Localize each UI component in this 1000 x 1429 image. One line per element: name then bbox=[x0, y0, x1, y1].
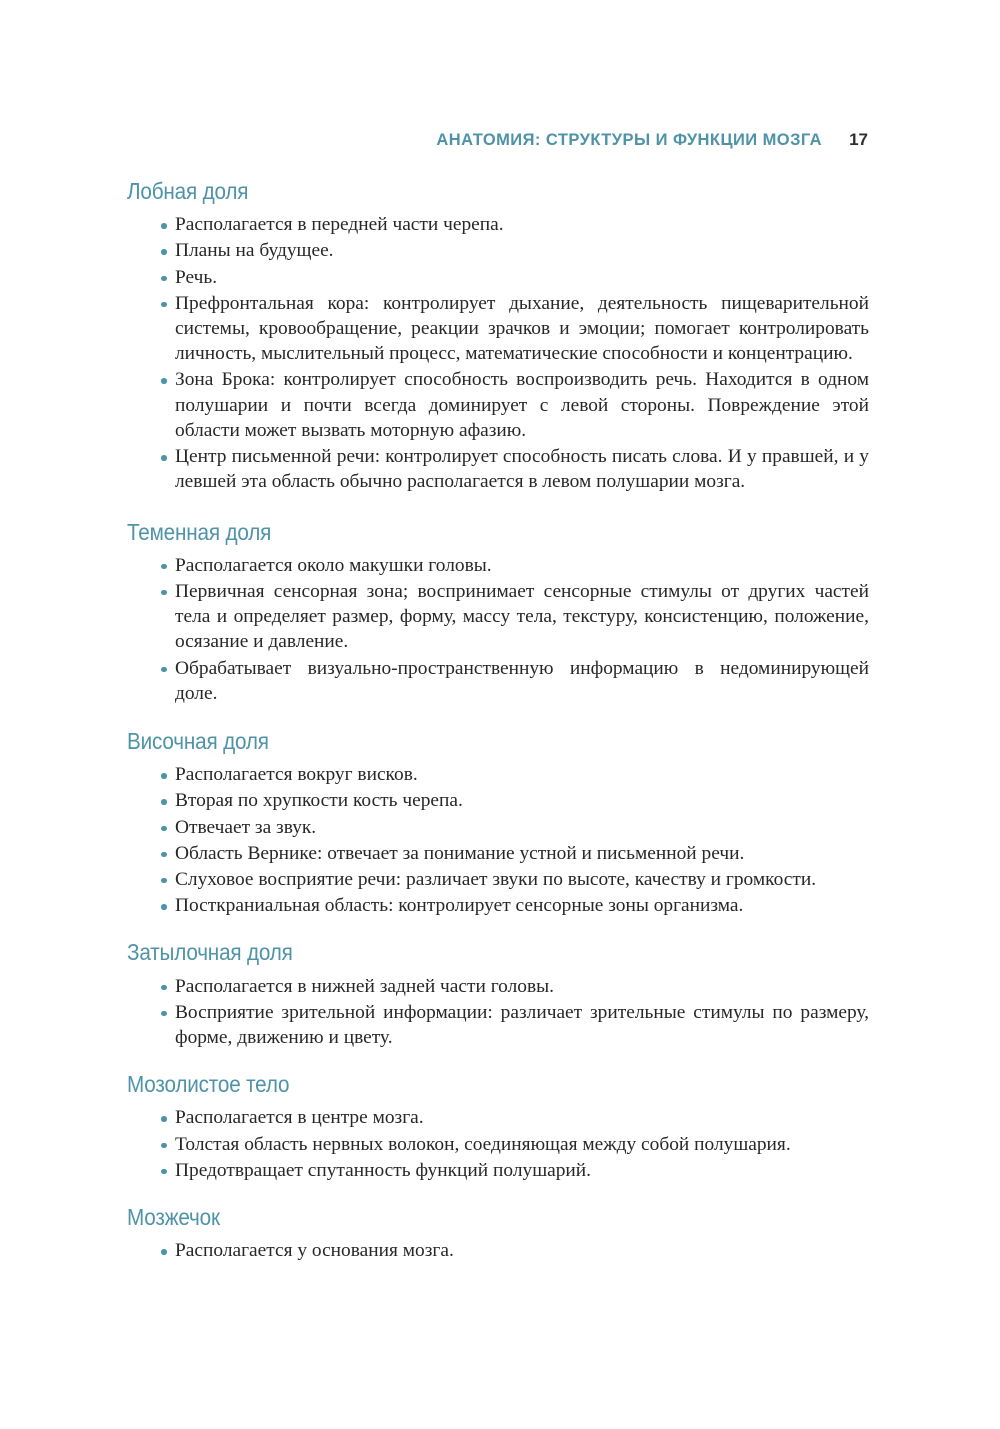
list-item: Зона Брока: контролирует способность воспроизводить речь. Находится в одном полушарии и почти всегда доминирует с левой стороны. Повреждение этой области может вызвать моторную афазию. bbox=[161, 367, 869, 443]
bullet-list bbox=[127, 1238, 869, 1263]
section-heading: Теменная доля bbox=[127, 518, 272, 545]
list-item: Предотвращает спутанность функций полушарий. bbox=[161, 1158, 869, 1183]
list-item: Слуховое восприятие речи: различает звуки по высоте, качеству и громкости. bbox=[161, 867, 869, 892]
section-heading: Лобная доля bbox=[127, 178, 249, 204]
list-item: Восприятие зрительной информации: различает зрительные стимулы по размеру, форме, движению и цвету. bbox=[161, 1000, 869, 1050]
section-heading: Мозолистое тело bbox=[127, 1071, 290, 1098]
section-occipital-lobe bbox=[127, 939, 869, 1050]
bullet-list bbox=[127, 553, 869, 706]
section-heading: Мозжечок bbox=[127, 1203, 220, 1230]
running-header bbox=[132, 130, 868, 150]
section-heading: Височная доля bbox=[127, 727, 269, 754]
list-item: Посткраниальная область: контролирует сенсорные зоны организма. bbox=[161, 893, 869, 918]
bullet-list bbox=[127, 1105, 869, 1183]
section-temporal-lobe bbox=[127, 728, 869, 918]
list-item: Область Вернике: отвечает за понимание устной и письменной речи. bbox=[161, 841, 869, 866]
list-item: Толстая область нервных волокон, соединяющая между собой полушария. bbox=[161, 1132, 869, 1157]
list-item: Отвечает за звук. bbox=[161, 815, 869, 840]
running-header-title: АНАТОМИЯ: СТРУКТУРЫ И ФУНКЦИИ МОЗГА bbox=[436, 131, 822, 149]
list-item: Располагается вокруг висков. bbox=[161, 762, 869, 787]
list-item: Располагается в центре мозга. bbox=[161, 1105, 869, 1130]
list-item: Префронтальная кора: контролирует дыхание, деятельность пищеварительной системы, кровообращение, реакции зрачков и эмоции; помогает контролировать личность, мыслительный процесс, математические способности и концентрацию. bbox=[161, 291, 869, 367]
list-item: Центр письменной речи: контролирует способность писать слова. И у правшей, и у левшей эта область обычно располагается в левом полушарии мозга. bbox=[161, 444, 869, 494]
list-item: Планы на будущее. bbox=[161, 238, 869, 263]
list-item: Располагается в передней части черепа. bbox=[161, 212, 869, 237]
section-frontal-lobe bbox=[127, 178, 869, 495]
section-cerebellum bbox=[127, 1204, 869, 1263]
section-heading: Затылочная доля bbox=[127, 939, 293, 966]
bullet-list bbox=[127, 974, 869, 1051]
list-item: Первичная сенсорная зона; воспринимает сенсорные стимулы от других частей тела и определяет размер, форму, массу тела, текстуру, консистенцию, положение, осязание и давление. bbox=[161, 579, 869, 655]
list-item: Располагается в нижней задней части головы. bbox=[161, 974, 869, 999]
list-item: Располагается около макушки головы. bbox=[161, 553, 869, 578]
list-item: Речь. bbox=[161, 265, 869, 290]
bullet-list bbox=[127, 212, 869, 494]
list-item: Вторая по хрупкости кость черепа. bbox=[161, 788, 869, 813]
bullet-list bbox=[127, 762, 869, 918]
list-item: Обрабатывает визуально-пространственную информацию в недоминирующей доле. bbox=[161, 656, 869, 706]
page-number: 17 bbox=[849, 130, 868, 149]
page-content bbox=[127, 178, 869, 1264]
list-item: Располагается у основания мозга. bbox=[161, 1238, 869, 1263]
section-corpus-callosum bbox=[127, 1071, 869, 1183]
section-parietal-lobe bbox=[127, 519, 869, 706]
